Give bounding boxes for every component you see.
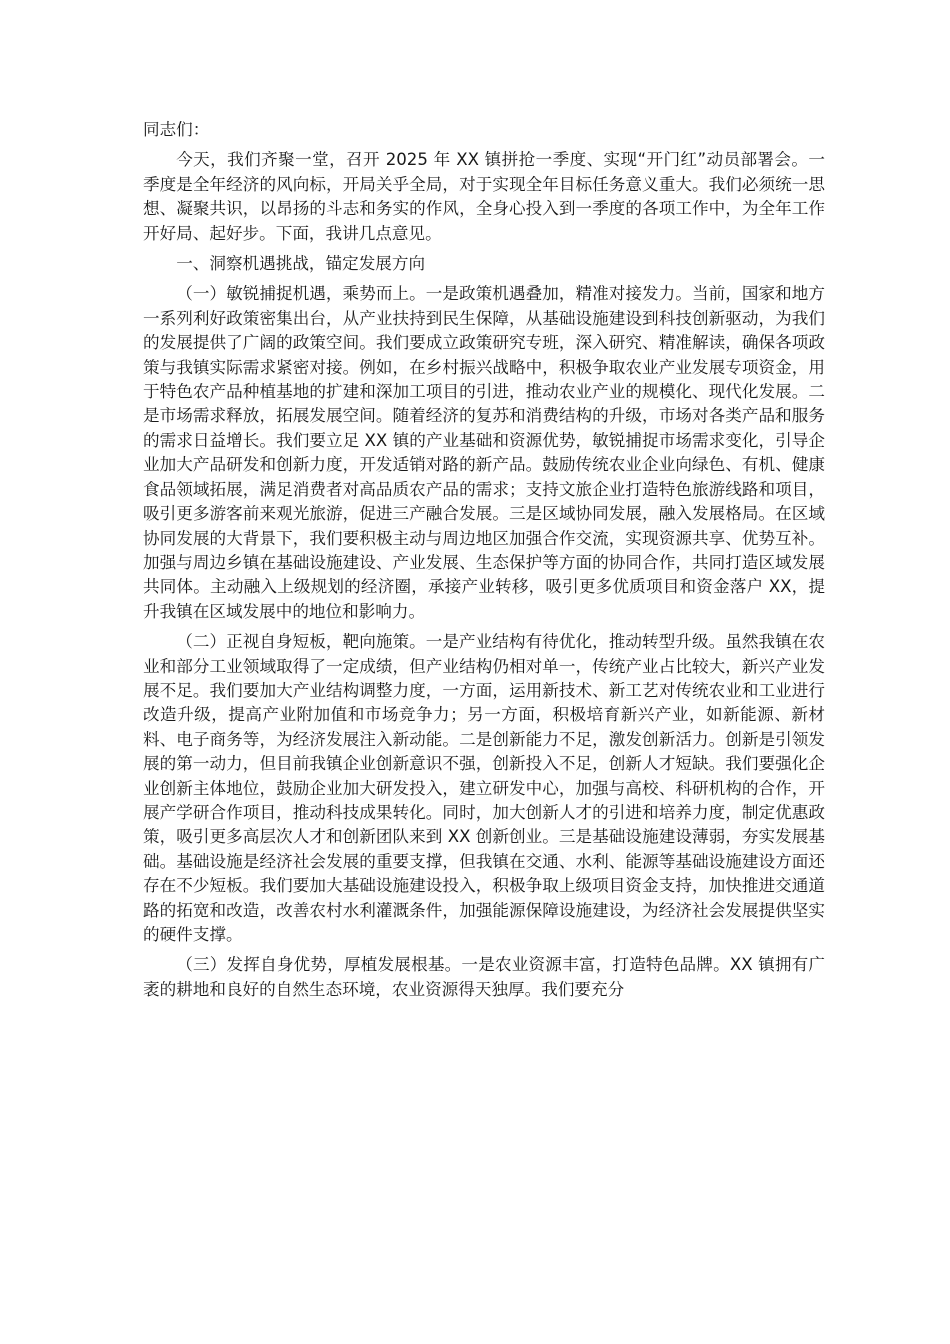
section-heading: 一、洞察机遇挑战，锚定发展方向 (176, 254, 426, 274)
paragraph-shortcomings: （二）正视自身短板，靶向施策。一是产业结构有待优化，推动转型升级。虽然我镇在农业和部分工业领域取得了一定成绩，但产业结构仍相对单一，传统产业占比较大，新兴产业发展不足。我们要加大产业结构调整力度，一方面，运用新技术、新工艺对传统农业和工业进行改造升级，提高产业附加值和市场竞争力；另一方面，积极培育新兴产业，如新能源、新材料、电子商务等，为经济发展注入新动能。二是创新能力不足，激发创新活力。创新是引领发展的第一动力，但目前我镇企业创新意识不强，创新投入不足，创新人才短缺。我们要强化企业创新主体地位，鼓励企业加大研发投入，建立研发中心，加强与高校、科研机构的合作，开展产学研合作项目，推动科技成果转化。同时，加大创新人才的引进和培养力度，制定优惠政策，吸引更多高层次人才和创新团队来到 XX 创新创业。三是基础设施建设薄弱，夯实发展基础。基础设施是经济社会发展的重要支撑，但我镇在交通、水利、能源等基础设施建设方面还存在不少短板。我们要加大基础设施建设投入，积极争取上级项目资金支持，加快推进交通道路的拓宽和改造，改善农村水利灌溉条件，加强能源保障设施建设，为经济社会发展提供坚实的硬件支撑。 (143, 632, 825, 944)
paragraph-advantages: （三）发挥自身优势，厚植发展根基。一是农业资源丰富，打造特色品牌。XX 镇拥有广袤的耕地和良好的自然生态环境，农业资源得天独厚。我们要充分 (143, 955, 825, 999)
salutation: 同志们： (143, 120, 210, 139)
intro-paragraph: 今天，我们齐聚一堂，召开 2025 年 XX 镇拼抢一季度、实现“开门红”动员部署会。一季度是全年经济的风向标，开局关乎全局，对于实现全年目标任务意义重大。我们必须统一思想、凝聚共识，以昂扬的斗志和务实的作风，全身心投入到一季度的各项工作中，为全年工作开好局、起好步。下面，我讲几点意见。 (143, 150, 825, 243)
paragraph-opportunities: （一）敏锐捕捉机遇，乘势而上。一是政策机遇叠加，精准对接发力。当前，国家和地方一系列利好政策密集出台，从产业扶持到民生保障，从基础设施建设到科技创新驱动，为我们的发展提供了广阔的政策空间。我们要成立政策研究专班，深入研究、精准解读，确保各项政策与我镇实际需求紧密对接。例如，在乡村振兴战略中，积极争取农业产业发展专项资金，用于特色农产品种植基地的扩建和深加工项目的引进，推动农业产业的规模化、现代化发展。二是市场需求释放，拓展发展空间。随着经济的复苏和消费结构的升级，市场对各类产品和服务的需求日益增长。我们要立足 XX 镇的产业基础和资源优势，敏锐捕捉市场需求变化，引导企业加大产品研发和创新力度，开发适销对路的新产品。鼓励传统农业企业向绿色、有机、健康食品领域拓展，满足消费者对高品质农产品的需求；支持文旅企业打造特色旅游线路和项目，吸引更多游客前来观光旅游，促进三产融合发展。三是区域协同发展，融入发展格局。在区域协同发展的大背景下，我们要积极主动与周边地区加强合作交流，实现资源共享、优势互补。加强与周边乡镇在基础设施建设、产业发展、生态保护等方面的协同合作，共同打造区域发展共同体。主动融入上级规划的经济圈，承接产业转移，吸引更多优质项目和资金落户 XX，提升我镇在区域发展中的地位和影响力。 (143, 284, 825, 621)
document-page (143, 118, 825, 1008)
